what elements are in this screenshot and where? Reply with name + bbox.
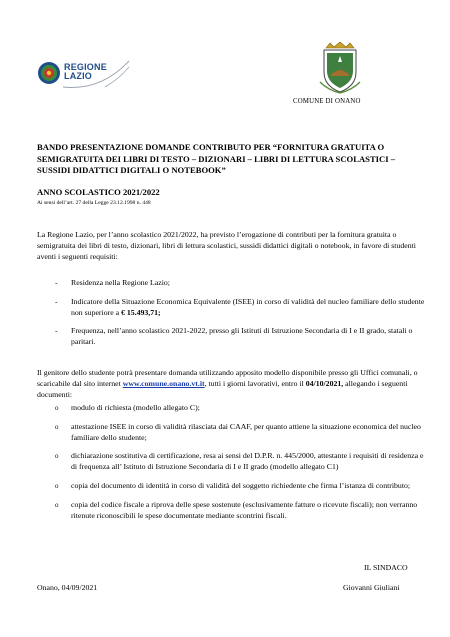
document-item: copia del codice fiscale a riprova delle spese sostenute (esclusivamente fatture o ricevute fiscali); non verranno ritenute riconoscibili le spese documentate mediante scontrini fiscali.	[71, 499, 418, 520]
document-item: copia del documento di identità in corso di validità del soggetto richiedente che firma l’istanza di contributo;	[71, 480, 411, 490]
dash-bullet: -	[55, 296, 58, 306]
list-item	[37, 297, 427, 319]
regione-lazio-logo	[37, 57, 129, 91]
signatory-name: Giovanni Giuliani	[343, 583, 400, 592]
circle-bullet: o	[55, 500, 59, 509]
circle-bullet: o	[55, 404, 59, 412]
list-item	[37, 326, 427, 348]
list-item	[37, 278, 427, 289]
requirement-isee: Indicatore della Situazione Economica Equivalente (ISEE) in corso di validità del nucleo familiare dello studente non superiore a	[71, 296, 425, 317]
application-paragraph	[37, 368, 427, 400]
list-item	[37, 500, 427, 522]
regione-lazio-logo-text	[64, 63, 107, 81]
document-date: Onano, 04/09/2021	[37, 583, 98, 592]
application-text-1: Il genitore dello studente potrà presentare domanda utilizzando apposito modello disponibile presso gli Uffici comunali, o scaricabile dal sito internet	[37, 368, 418, 388]
circle-bullet: o	[55, 481, 59, 490]
list-item	[37, 481, 427, 492]
list-item	[37, 451, 427, 473]
comune-coat-of-arms-icon	[318, 42, 362, 94]
regione-lazio-emblem-icon	[37, 61, 61, 85]
requirement-attendance: Frequenza, nell’anno scolastico 2021-2022, presso gli Istituti di Istruzione Secondaria di I e II grado, statali o paritari.	[71, 326, 413, 347]
document-title: BANDO PRESENTAZIONE DOMANDE CONTRIBUTO PER “FORNITURA GRATUITA O SEMIGRATUITA DEI LIBRI DI TESTO – DIZIONARI – LIBRI DI LETTURA SCOLASTICI – SUSSIDI DIDATTICI DIGITALI O NOTEBOOK”	[37, 142, 396, 176]
logo-text-lazio: LAZIO	[64, 71, 92, 81]
signatory-title: IL SINDACO	[364, 563, 408, 572]
application-text-2: , tutti i giorni lavorativi, entro il	[204, 378, 306, 388]
dash-bullet: -	[55, 278, 58, 287]
circle-bullet: o	[55, 452, 59, 461]
law-reference: Ai sensi dell’art. 27 della Legge 23.12.1998 n. 448	[37, 200, 151, 206]
dash-bullet: -	[55, 326, 58, 336]
requirements-list	[37, 278, 427, 356]
document-item: attestazione ISEE in corso di validità rilasciata dai CAAF, per quanto attiene la situazione economica del nucleo familiare dello studente;	[71, 421, 421, 442]
requirement-residence: Residenza nella Regione Lazio;	[71, 278, 170, 287]
comune-website-link[interactable]: www.comune.onano.vt.it	[122, 378, 205, 388]
circle-bullet: o	[55, 422, 59, 431]
list-item	[37, 422, 427, 444]
document-item: dichiarazione sostitutiva di certificazione, resa ai sensi del D.P.R. n. 445/2000, attestante i requisiti di residenza e di frequenza all’ Istituto di Istruzione Secondaria di I e II grado (modello allegato C1)	[71, 451, 424, 472]
isee-amount: € 15.493,71;	[121, 307, 161, 317]
documents-list	[37, 403, 427, 529]
logo-text-regione: REGIONE	[64, 62, 107, 72]
comune-label: COMUNE DI ONANO	[293, 98, 361, 105]
document-item: modulo di richiesta (modello allegato C);	[71, 403, 200, 412]
intro-paragraph: La Regione Lazio, per l’anno scolastico 2021/2022, ha previsto l’erogazione di contributi per la fornitura gratuita o semigratuita dei libri di testo, dizionari, libri di lettura scolastici, sussidi didattici digitali o notebook, in favore di studenti aventi i seguenti requisiti:	[37, 230, 416, 261]
list-item	[37, 403, 427, 414]
application-text-3: allegando i seguenti documenti:	[37, 378, 408, 399]
school-year: ANNO SCOLASTICO 2021/2022	[37, 187, 160, 197]
deadline-date: 04/10/2021,	[305, 378, 344, 388]
